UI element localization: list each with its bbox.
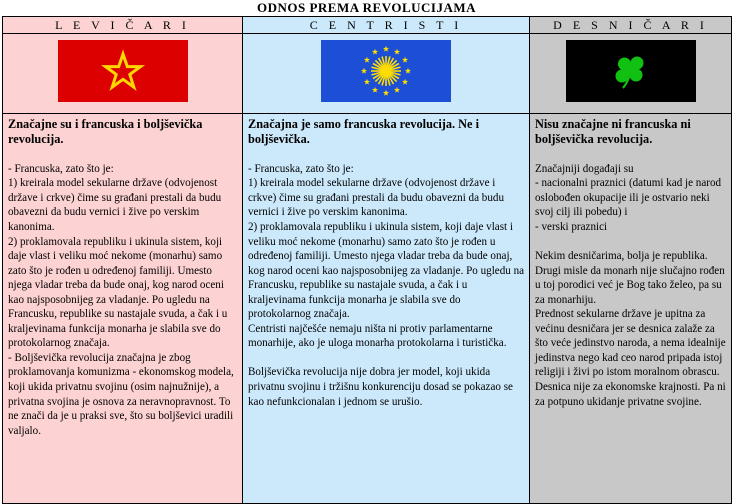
comparison-table (2, 16, 732, 504)
column-levicari (3, 114, 243, 504)
column-centristi (243, 114, 530, 504)
small-star-icon (394, 87, 400, 93)
clover-icon (566, 40, 696, 102)
small-star-icon (402, 79, 408, 85)
small-star-icon (372, 87, 378, 93)
body-levicari: - Francuska, zato što je: 1) kreirala model sekularne države (odvojenost države i crkve) čime su građani prestali da budu obavezni da budu vernici i žive po verskim kanonima. 2) proklamovala republiku i ukinula sistem, koji daje vlast i veliku moć nekome (monarhu) samo zato što je rođen u određenoj familiji. Umesto njega vladar treba da bude onaj, kog narod oceni kao najsposobnijeg za vladanje. Po ugledu na Francusku, republike su nastajale svuda, a čak i u kraljevinama funkcija monarha je slabila sve do protokolarnog značaja. - Boljševička revolucija značajna je zbog proklamovanja komunizma - ekonomskog modela, koji ukida privatnu svojinu (osim najnužnije), a privatna svojina je osnova za neravnopravnost. To ne znači da je u praksi sve, što su boljševici uradili valjalo. (8, 162, 234, 437)
small-star-icon (364, 79, 370, 85)
small-star-icon (405, 68, 411, 74)
lead-levicari: Značajne su i francuska i boljševička revolucija. (8, 117, 203, 147)
small-star-icon (372, 49, 378, 55)
header-centristi: C E N T R I S T I (243, 17, 530, 34)
flag-cell-levicari (3, 34, 243, 114)
small-star-icon (383, 90, 389, 96)
flag-cell-desnicari (530, 34, 732, 114)
body-centristi: - Francuska, zato što je: 1) kreirala model sekularne države (odvojenost države i crkve) čime su građani prestali da budu obavezni da budu vernici i žive po verskim kanonima. 2) proklamovala republiku i ukinula sistem, koji daje vlast i veliku moć nekome (monarhu) samo zato što je rođen u određenoj familiji. Umesto njega vladar treba da bude onaj, kog narod oceni kao najsposobnijeg za vladanje. Po ugledu na Francusku, republike su nastajale svuda, a čak i u kraljevinama funkcija monarha je slabila sve do protokolarnog značaja. Centristi najčešće nemaju ništa ni protiv parlamentarne monarhije, ako je uloga monarha protokolarna i turistička. Boljševička revolucija nije dobra jer model, koji ukida privatnu svojinu i tržišnu konkurenciju dosad se pokazao se kao nefunkcionalan i jednom se urušio. (248, 162, 525, 408)
small-star-icon (383, 46, 389, 52)
header-desnicari: D E S N I Č A R I (530, 17, 732, 34)
small-star-icon (402, 57, 408, 63)
body-desnicari: Značajniji događaji su - nacionalni praznici (datumi kad je narod oslobođen okupacije ili je ostvario neki svoj cilj ili pobedu) i - verski praznici Nekim desničarima, bolja je republika. Drugi misle da monarh nije slučajno rođen u toj porodici već je Bog tako želeo, pa su za monarhiju. Prednost sekularne države je upitna za većinu desničara jer se desnica zalaže za što veće jedinstvo naroda, a nema idealnije jedinstva nego kad ceo narod pripada istoj religiji i živi po istom moralnom obrascu. Desnica nije za ekonomske krajnosti. Pa ni za potpuno ukidanje privatne svojine. (535, 162, 726, 408)
lead-centristi: Značajna je samo francuska revolucija. Ne i boljševička. (248, 117, 480, 147)
blue-flag (321, 40, 451, 102)
black-flag (566, 40, 696, 102)
small-star-icon (394, 49, 400, 55)
stars-circle-icon (321, 40, 451, 102)
star-icon (58, 40, 188, 102)
flag-cell-centristi (243, 34, 530, 114)
lead-desnicari: Nisu značajne ni francuska ni boljševička revolucija. (535, 117, 691, 147)
header-levicari: L E V I Č A R I (3, 17, 243, 34)
red-flag (58, 40, 188, 102)
column-desnicari (530, 114, 732, 504)
small-star-icon (361, 68, 367, 74)
page-title: ODNOS PREMA REVOLUCIJAMA (256, 0, 477, 15)
small-star-icon (364, 57, 370, 63)
burst-center (383, 68, 389, 74)
